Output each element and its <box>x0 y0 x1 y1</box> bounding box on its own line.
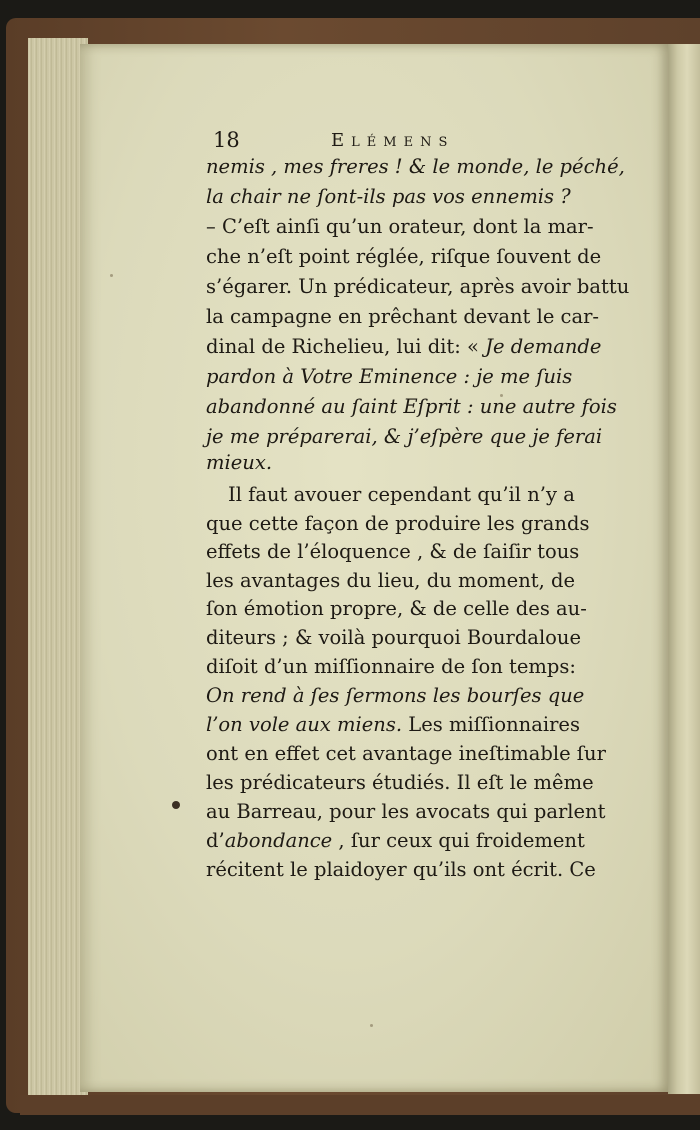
text-line: ſon émotion propre, & de celle des au- <box>206 597 587 620</box>
text-line: la campagne en prêchant devant le car- <box>206 305 600 328</box>
text-line: On rend à ſes ſermons les bourſes que <box>206 684 585 707</box>
text-span-italic: l’on vole aux miens. <box>206 713 403 736</box>
text-line: les avantages du lieu, du moment, de <box>206 569 576 592</box>
text-line-mixed <box>206 829 585 852</box>
text-line: les prédicateurs étudiés. Il eſt le même <box>206 771 594 794</box>
text-line: – C’eſt ainſi qu’un orateur, dont la mar- <box>206 215 594 238</box>
text-line: mieux. <box>206 451 273 474</box>
text-line: diſoit d’un miſſionnaire de ſon temps: <box>206 655 576 678</box>
paper-speck <box>110 274 113 277</box>
text-line-mixed <box>206 713 580 736</box>
text-line: diteurs ; & voilà pourquoi Bourdaloue <box>206 626 582 649</box>
page-body <box>206 155 630 895</box>
text-line: abandonné au ſaint Eſprit : une autre fois <box>206 395 617 418</box>
text-line: effets de l’éloquence , & de ſaiſir tous <box>206 540 580 563</box>
text-line: récitent le plaidoyer qu’ils ont écrit. Ce <box>206 858 596 881</box>
text-span: , ſur ceux qui froidement <box>332 829 585 852</box>
text-line: che n’eſt point réglée, riſque ſouvent de <box>206 245 602 268</box>
text-line: nemis , mes freres ! & le monde, le péché, <box>206 155 625 178</box>
text-span-italic: Je demande <box>485 335 602 358</box>
page-edges-left <box>28 38 88 1100</box>
paper-speck <box>370 1024 373 1027</box>
text-span-italic: abondance <box>224 829 333 852</box>
text-line: je me préparerai, & j’eſpère que je ferai <box>206 425 603 448</box>
text-line: pardon à Votre Eminence : je me ſuis <box>206 365 573 388</box>
book-cover-bottom <box>20 1095 700 1115</box>
text-line-mixed <box>206 335 601 358</box>
text-span: Les miſſionnaires <box>402 713 580 736</box>
page-edges-right <box>668 44 700 1094</box>
text-line: que cette façon de produire les grands <box>206 512 590 535</box>
text-line: au Barreau, pour les avocats qui parlent <box>206 800 606 823</box>
text-span: dinal de Richelieu, lui dit: « <box>206 335 486 358</box>
text-span: d’ <box>206 829 225 852</box>
running-head: Elémens <box>331 130 455 151</box>
text-line: Il faut avouer cependant qu’il n’y a <box>228 483 575 506</box>
ink-blot <box>172 801 180 809</box>
text-line: ont en effet cet avantage ineſtimable ſur <box>206 742 606 765</box>
page-number: 18 <box>213 128 240 152</box>
text-line: s’égarer. Un prédicateur, après avoir battu <box>206 275 630 298</box>
text-line: la chair ne ſont-ils pas vos ennemis ? <box>206 185 571 208</box>
page-header <box>213 128 613 158</box>
